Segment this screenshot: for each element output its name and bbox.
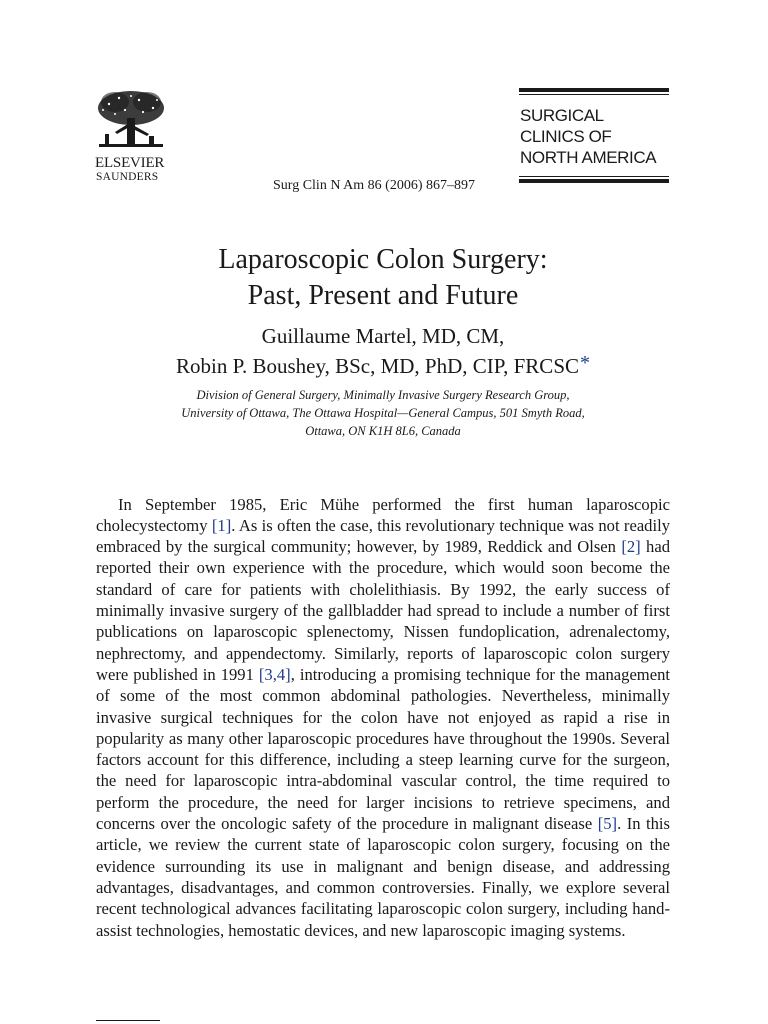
- author-name: Robin P. Boushey, BSc, MD, PhD, CIP, FRCSC: [176, 354, 579, 378]
- masthead-rule-bottom: [519, 179, 669, 183]
- reference-link[interactable]: [3,4]: [258, 664, 291, 684]
- journal-name-line: NORTH AMERICA: [520, 148, 657, 167]
- affiliation-line: Ottawa, ON K1H 8L6, Canada: [305, 424, 461, 438]
- intro-paragraph: [96, 494, 670, 941]
- journal-name: [519, 95, 669, 172]
- footnote-divider: [96, 1020, 160, 1021]
- masthead-rule-bottom-thin: [519, 176, 669, 177]
- masthead-rule-top: [519, 88, 669, 92]
- affiliation: [96, 386, 670, 440]
- elsevier-tree-icon: [95, 88, 167, 154]
- journal-name-line: SURGICAL: [520, 106, 604, 125]
- reference-link[interactable]: [5]: [597, 814, 618, 834]
- author-list: [96, 323, 670, 380]
- reference-link[interactable]: [2]: [621, 537, 641, 557]
- publisher-imprint: SAUNDERS: [96, 171, 159, 183]
- publisher-name: ELSEVIER: [95, 155, 165, 171]
- article-header: [96, 242, 670, 440]
- publisher-logo: [95, 88, 170, 183]
- body-text: . In this article, we review the current state of laparoscopic colon surgery, focusing on the evidence surrounding its use in malignant and benign disease, and addressing advantages, disadvantages, and common controversies. Finally, we explore several recent technological advances facilitating laparoscopic colon surgery, including hand-assist technologies, hemostatic devices, and new laparoscopic imaging systems.: [96, 814, 670, 940]
- body-text: had reported their own experience with the procedure, which would soon become the standard of care for patients with cholelithiasis. By 1992, the early success of minimally invasive surgery of the gallbladder had spread to include a number of first publications on laparoscopic splenectomy, Nissen fundoplication, adrenalectomy, nephrectomy, and appendectomy. Similarly, reports of laparoscopic colon surgery were published in 1991: [96, 537, 670, 684]
- corresponding-author-link[interactable]: *: [580, 352, 590, 374]
- article-title-line: Past, Present and Future: [247, 280, 519, 311]
- affiliation-line: University of Ottawa, The Ottawa Hospital—General Campus, 501 Smyth Road,: [181, 406, 585, 420]
- affiliation-line: Division of General Surgery, Minimally Invasive Surgery Research Group,: [196, 388, 570, 402]
- article-title-line: Laparoscopic Colon Surgery:: [218, 244, 548, 275]
- reference-link[interactable]: [1]: [211, 515, 232, 535]
- body-text: . As is often the case, this revolutionary technique was not readily embraced by the surgical community; however, by 1989, Reddick and Olsen: [96, 515, 670, 557]
- body-text: , introducing a promising technique for the management of some of the most common abdominal pathologies. Nevertheless, minimally invasive surgical techniques for the colon have not enjoyed as rapid a rise in popularity as many other laparoscopic procedures have throughout the 1990s. Several factors account for this difference, including a steep learning curve for the surgeon, the need for laparoscopic intra-abdominal vascular control, the time required to perform the procedure, the need for larger incisions to retrieve specimens, and concerns over the oncologic safety of the procedure in malignant disease: [96, 664, 670, 834]
- journal-citation: Surg Clin N Am 86 (2006) 867–897: [273, 178, 475, 193]
- body-text: In September 1985, Eric Mühe performed the first human laparoscopic cholecystectomy: [96, 494, 670, 535]
- author-line: [96, 350, 670, 380]
- journal-name-line: CLINICS OF: [520, 127, 612, 146]
- journal-masthead: [519, 88, 669, 183]
- author-line: Guillaume Martel, MD, CM,: [261, 324, 505, 348]
